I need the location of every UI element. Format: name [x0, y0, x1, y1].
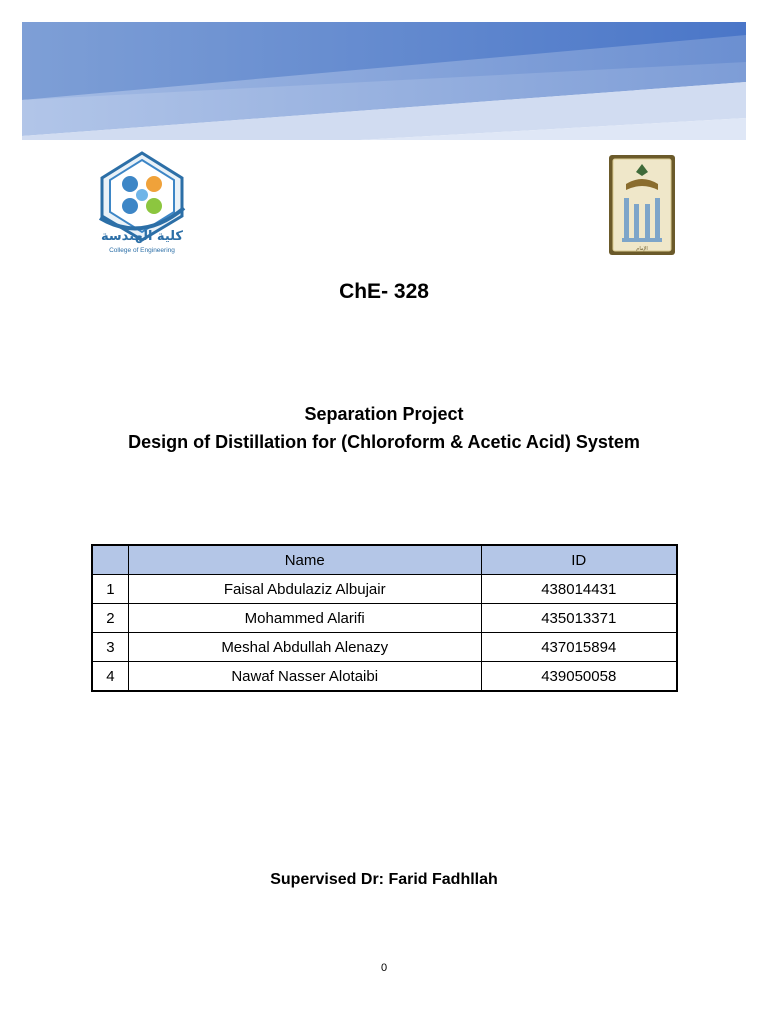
member-id: 437015894 [481, 633, 677, 662]
member-id: 438014431 [481, 575, 677, 604]
table-row [92, 633, 677, 662]
table-row [92, 662, 677, 692]
page-number: 0 [380, 962, 388, 974]
header-number [92, 545, 128, 575]
member-id: 439050058 [481, 662, 677, 692]
row-number: 3 [92, 633, 128, 662]
logo-left-english-text: College of Engineering [109, 247, 175, 254]
member-name: Nawaf Nasser Alotaibi [128, 662, 481, 692]
member-name: Meshal Abdullah Alenazy [128, 633, 481, 662]
member-name: Faisal Abdulaziz Albujair [128, 575, 481, 604]
row-number: 2 [92, 604, 128, 633]
logo-right-arabic-text: الإمام [636, 246, 648, 252]
imam-university-logo [608, 154, 676, 256]
header-name: Name [128, 545, 481, 575]
project-title: Separation Project [304, 404, 464, 424]
logo-left-arabic-text: كلية الهندسة [101, 229, 183, 244]
member-id: 435013371 [481, 604, 677, 633]
row-number: 1 [92, 575, 128, 604]
course-code: ChE- 328 [339, 280, 429, 303]
table-row [92, 575, 677, 604]
header-id: ID [481, 545, 677, 575]
table-header-row [92, 545, 677, 575]
college-of-engineering-logo [92, 148, 192, 256]
member-name: Mohammed Alarifi [128, 604, 481, 633]
header-banner [0, 0, 768, 150]
supervisor-line: Supervised Dr: Farid Fadhllah [270, 871, 498, 888]
row-number: 4 [92, 662, 128, 692]
members-table [91, 544, 678, 692]
table-row [92, 604, 677, 633]
project-subtitle: Design of Distillation for (Chloroform & Acetic Acid) System [128, 432, 640, 452]
